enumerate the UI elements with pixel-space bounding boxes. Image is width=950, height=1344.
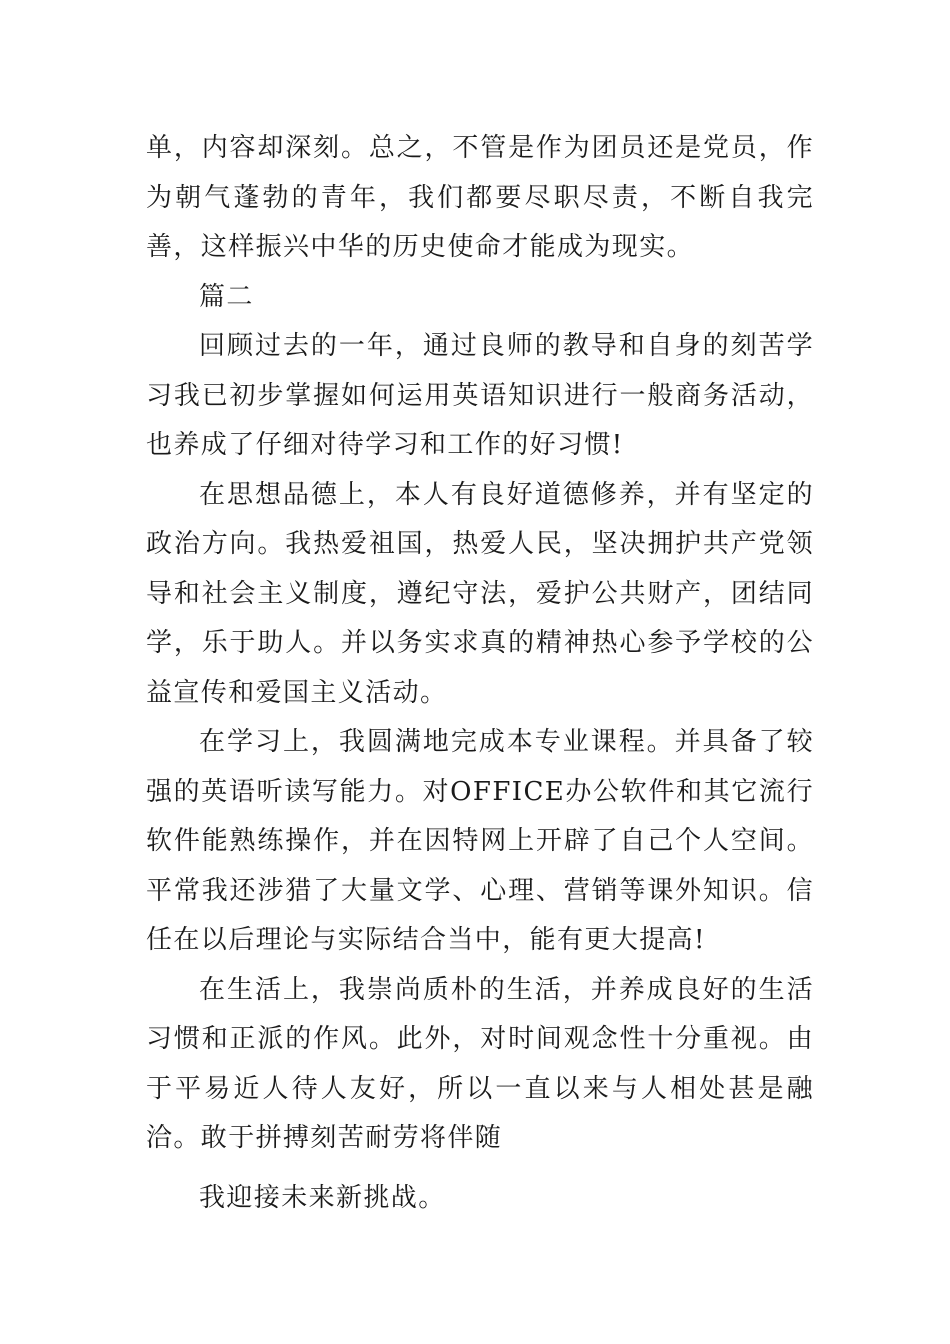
paragraph-life: 在生活上，我崇尚质朴的生活，并养成良好的生活习惯和正派的作风。此外，对时间观念性十分重视。由于平易近人待人友好，所以一直以来与人相处甚是融洽。敢于拼搏刻苦耐劳将伴随 bbox=[146, 974, 814, 1153]
paragraph-review: 回顾过去的一年，通过良师的教导和自身的刻苦学习我已初步掌握如何运用英语知识进行一般商务活动，也养成了仔细对待学习和工作的好习惯! bbox=[146, 331, 814, 460]
paragraph-study: 在学习上，我圆满地完成本专业课程。并具备了较强的英语听读写能力。对OFFICE办公软件和其它流行软件能熟练操作，并在因特网上开辟了自己个人空间。平常我还涉猎了大量文学、心理、营销等课外知识。信任在以后理论与实际结合当中，能有更大提高! bbox=[146, 727, 814, 955]
section-heading: 篇二 bbox=[199, 281, 254, 312]
paragraph-closing: 我迎接未来新挑战。 bbox=[199, 1182, 446, 1213]
paragraph-continuation: 单，内容却深刻。总之，不管是作为团员还是党员，作为朝气蓬勃的青年，我们都要尽职尽责，不断自我完善，这样振兴中华的历史使命才能成为现实。 bbox=[146, 133, 814, 262]
paragraph-morality: 在思想品德上，本人有良好道德修养，并有坚定的政治方向。我热爱祖国，热爱人民，坚决拥护共产党领导和社会主义制度，遵纪守法，爱护公共财产，团结同学，乐于助人。并以务实求真的精神热心参予学校的公益宣传和爱国主义活动。 bbox=[146, 479, 814, 708]
document-page bbox=[146, 124, 814, 1223]
